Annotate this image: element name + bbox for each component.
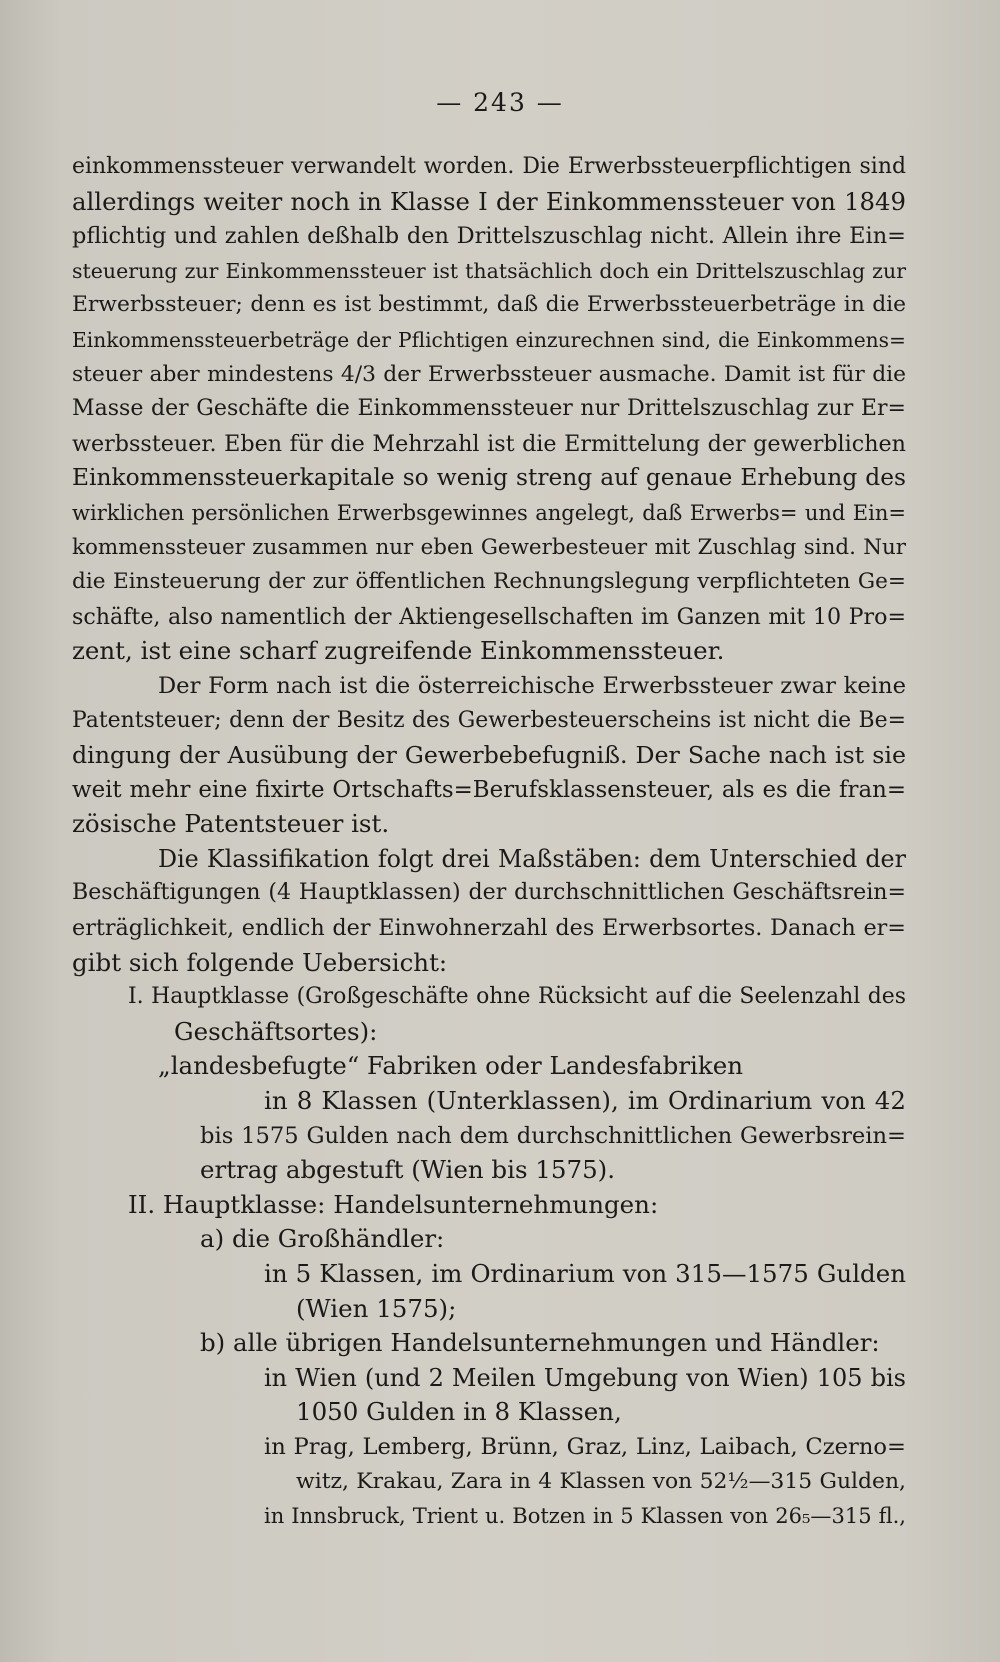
text-line: zent, ist eine scharf zugreifende Einkommenssteuer. <box>72 636 725 666</box>
text-line: Patentsteuer; denn der Besitz des Gewerbesteuerscheins ist nicht die Be= <box>72 707 906 733</box>
text-line: zösische Patentsteuer ist. <box>72 809 390 839</box>
text-line: einkommenssteuer verwandelt worden. Die Erwerbssteuerpflichtigen sind <box>72 154 906 179</box>
text-line: witz, Krakau, Zara in 4 Klassen von 52½—315 Gulden, <box>296 1468 906 1494</box>
body-text <box>72 150 906 1534</box>
text-line: wirklichen persönlichen Erwerbsgewinnes angelegt, daß Erwerbs= und Ein= <box>72 499 906 525</box>
text-line: Der Form nach ist die österreichische Erwerbssteuer zwar keine <box>158 672 906 699</box>
text-line: dingung der Ausübung der Gewerbebefugniß. Der Sache nach ist sie <box>72 741 906 770</box>
page-number: — 243 — <box>436 88 564 117</box>
text-line: I. Hauptklasse (Großgeschäfte ohne Rücksicht auf die Seelenzahl des <box>128 984 906 1010</box>
text-line: schäfte, also namentlich der Aktiengesellschaften im Ganzen mit 10 Pro= <box>72 603 906 630</box>
text-line: „landesbefugte“ Fabriken oder Landesfabriken <box>158 1051 743 1081</box>
text-line: ertrag abgestuft (Wien bis 1575). <box>200 1155 616 1185</box>
text-line: b) alle übrigen Handelsunternehmungen und Händler: <box>200 1328 880 1358</box>
text-line: Erwerbssteuer; denn es ist bestimmt, daß die Erwerbssteuerbeträge in die <box>72 292 906 318</box>
text-line: gibt sich folgende Uebersicht: <box>72 947 448 977</box>
text-line: Beschäftigungen (4 Hauptklassen) der durchschnittlichen Geschäftsrein= <box>72 880 906 906</box>
text-line: in 8 Klassen (Unterklassen), im Ordinarium von 42 <box>264 1086 906 1116</box>
text-line: kommenssteuer zusammen nur eben Gewerbesteuer mit Zuschlag sind. Nur <box>72 534 906 560</box>
text-line: Geschäftsortes): <box>174 1016 378 1046</box>
text-line: a) die Großhändler: <box>200 1224 445 1254</box>
text-line: pflichtig und zahlen deßhalb den Drittelszuschlag nicht. Allein ihre Ein= <box>72 223 906 250</box>
text-line: Masse der Geschäfte die Einkommenssteuer nur Drittelszuschlag zur Er= <box>72 396 906 422</box>
text-line: allerdings weiter noch in Klasse I der Einkommenssteuer von 1849 <box>72 186 906 216</box>
text-line: 1050 Gulden in 8 Klassen, <box>296 1397 622 1427</box>
text-line: in Innsbruck, Trient u. Botzen in 5 Klassen von 26₅—315 fl., <box>264 1503 906 1529</box>
text-line: Einkommenssteuerkapitale so wenig streng auf genaue Erhebung des <box>72 464 906 492</box>
text-line: steuerung zur Einkommenssteuer ist thatsächlich doch ein Drittelszuschlag zur <box>72 258 906 283</box>
text-line: in 5 Klassen, im Ordinarium von 315—1575 Gulden <box>264 1259 906 1288</box>
text-line: bis 1575 Gulden nach dem durchschnittlichen Gewerbsrein= <box>200 1122 906 1149</box>
text-line: (Wien 1575); <box>296 1293 457 1323</box>
text-line: die Einsteuerung der zur öffentlichen Rechnungslegung verpflichteten Ge= <box>72 569 906 595</box>
text-line: erträglichkeit, endlich der Einwohnerzahl des Erwerbsortes. Danach er= <box>72 915 906 942</box>
text-line: in Wien (und 2 Meilen Umgebung von Wien) 105 bis <box>264 1363 906 1392</box>
text-line: weit mehr eine fixirte Ortschafts=Berufsklassensteuer, als es die fran= <box>72 776 906 803</box>
text-line: II. Hauptklasse: Handelsunternehmungen: <box>128 1189 659 1219</box>
text-line: Einkommenssteuerbeträge der Pflichtigen einzurechnen sind, die Einkommens= <box>72 327 906 352</box>
text-line: werbssteuer. Eben für die Mehrzahl ist die Ermittelung der gewerblichen <box>72 430 906 457</box>
text-line: steuer aber mindestens 4/3 der Erwerbssteuer ausmache. Damit ist für die <box>72 361 906 387</box>
text-line: in Prag, Lemberg, Brünn, Graz, Linz, Laibach, Czerno= <box>264 1433 906 1460</box>
text-line: Die Klassifikation folgt drei Maßstäben: dem Unterschied der <box>158 844 906 873</box>
